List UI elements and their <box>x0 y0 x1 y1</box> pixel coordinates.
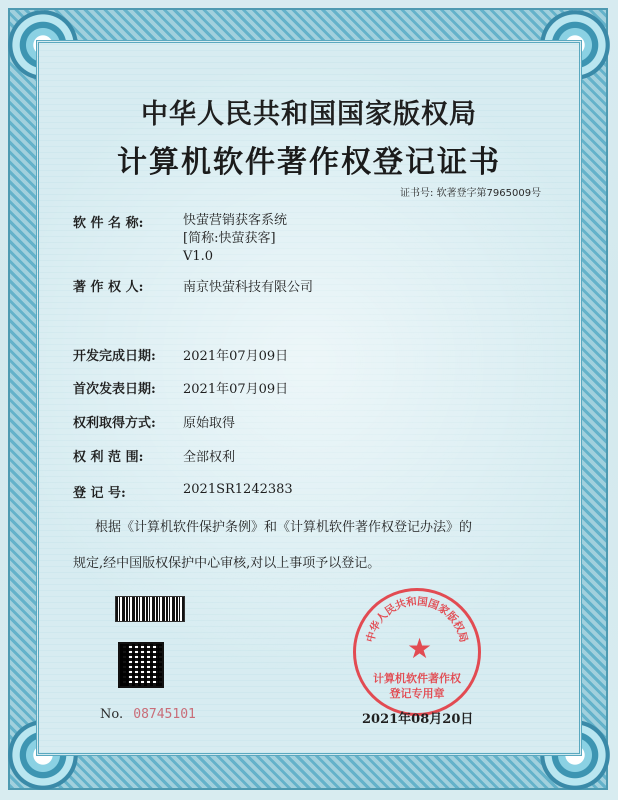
star-icon: ★ <box>407 632 433 665</box>
registration-number-label: 登 记 号: <box>73 486 126 501</box>
seal-ring-textpath: 中华人民共和国国家版权局 <box>364 595 470 644</box>
certificate-title: 计算机软件著作权登记证书 <box>117 145 501 180</box>
registration-number-value: 2021SR1242383 <box>183 482 293 497</box>
first-publish-date-value: 2021年07月09日 <box>183 382 289 397</box>
qr-code-icon <box>118 642 164 688</box>
field-acquisition-method <box>73 412 235 431</box>
software-version: V1.0 <box>183 249 214 264</box>
serial-number-label: No. <box>100 707 124 722</box>
serial-number <box>100 707 196 722</box>
owner-value: 南京快萤科技有限公司 <box>183 280 314 295</box>
acquisition-method-value: 原始取得 <box>183 416 236 431</box>
field-owner <box>73 276 313 295</box>
registration-statement <box>73 510 543 582</box>
completion-date-value: 2021年07月09日 <box>183 349 289 364</box>
official-seal <box>353 588 481 716</box>
field-software-name <box>73 212 287 266</box>
issuer-title: 中华人民共和国国家版权局 <box>141 99 477 130</box>
field-rights-scope <box>73 446 235 465</box>
rights-scope-label: 权 利 范 围: <box>73 450 144 465</box>
statement-line-2: 规定,经中国版权保护中心审核,对以上事项予以登记。 <box>73 556 381 571</box>
software-name-label: 软 件 名 称: <box>73 216 144 231</box>
certificate-number-value: 软著登字第7965009号 <box>436 188 542 199</box>
barcode-icon <box>115 596 185 622</box>
field-first-publish-date <box>73 378 288 397</box>
software-name-value <box>183 212 287 266</box>
acquisition-method-label: 权利取得方式: <box>73 416 156 431</box>
serial-number-value: 08745101 <box>133 707 196 722</box>
seal-line-1: 计算机软件著作权 <box>373 672 461 685</box>
certificate-number <box>400 184 541 199</box>
software-name: 快萤营销获客系统 <box>183 213 288 228</box>
rights-scope-value: 全部权利 <box>183 450 236 465</box>
seal-line-2: 登记专用章 <box>389 687 445 700</box>
completion-date-label: 开发完成日期: <box>73 349 156 364</box>
statement-line-1: 根据《计算机软件保护条例》和《计算机软件著作权登记办法》的 <box>95 520 473 535</box>
certificate-number-label: 证书号: <box>400 188 434 199</box>
field-registration-number <box>73 482 293 501</box>
field-completion-date <box>73 345 288 364</box>
software-short-name: [简称:快萤获客] <box>183 231 276 246</box>
owner-label: 著 作 权 人: <box>73 280 144 295</box>
first-publish-date-label: 首次发表日期: <box>73 382 156 397</box>
issue-date: 2021年08月20日 <box>362 712 474 727</box>
